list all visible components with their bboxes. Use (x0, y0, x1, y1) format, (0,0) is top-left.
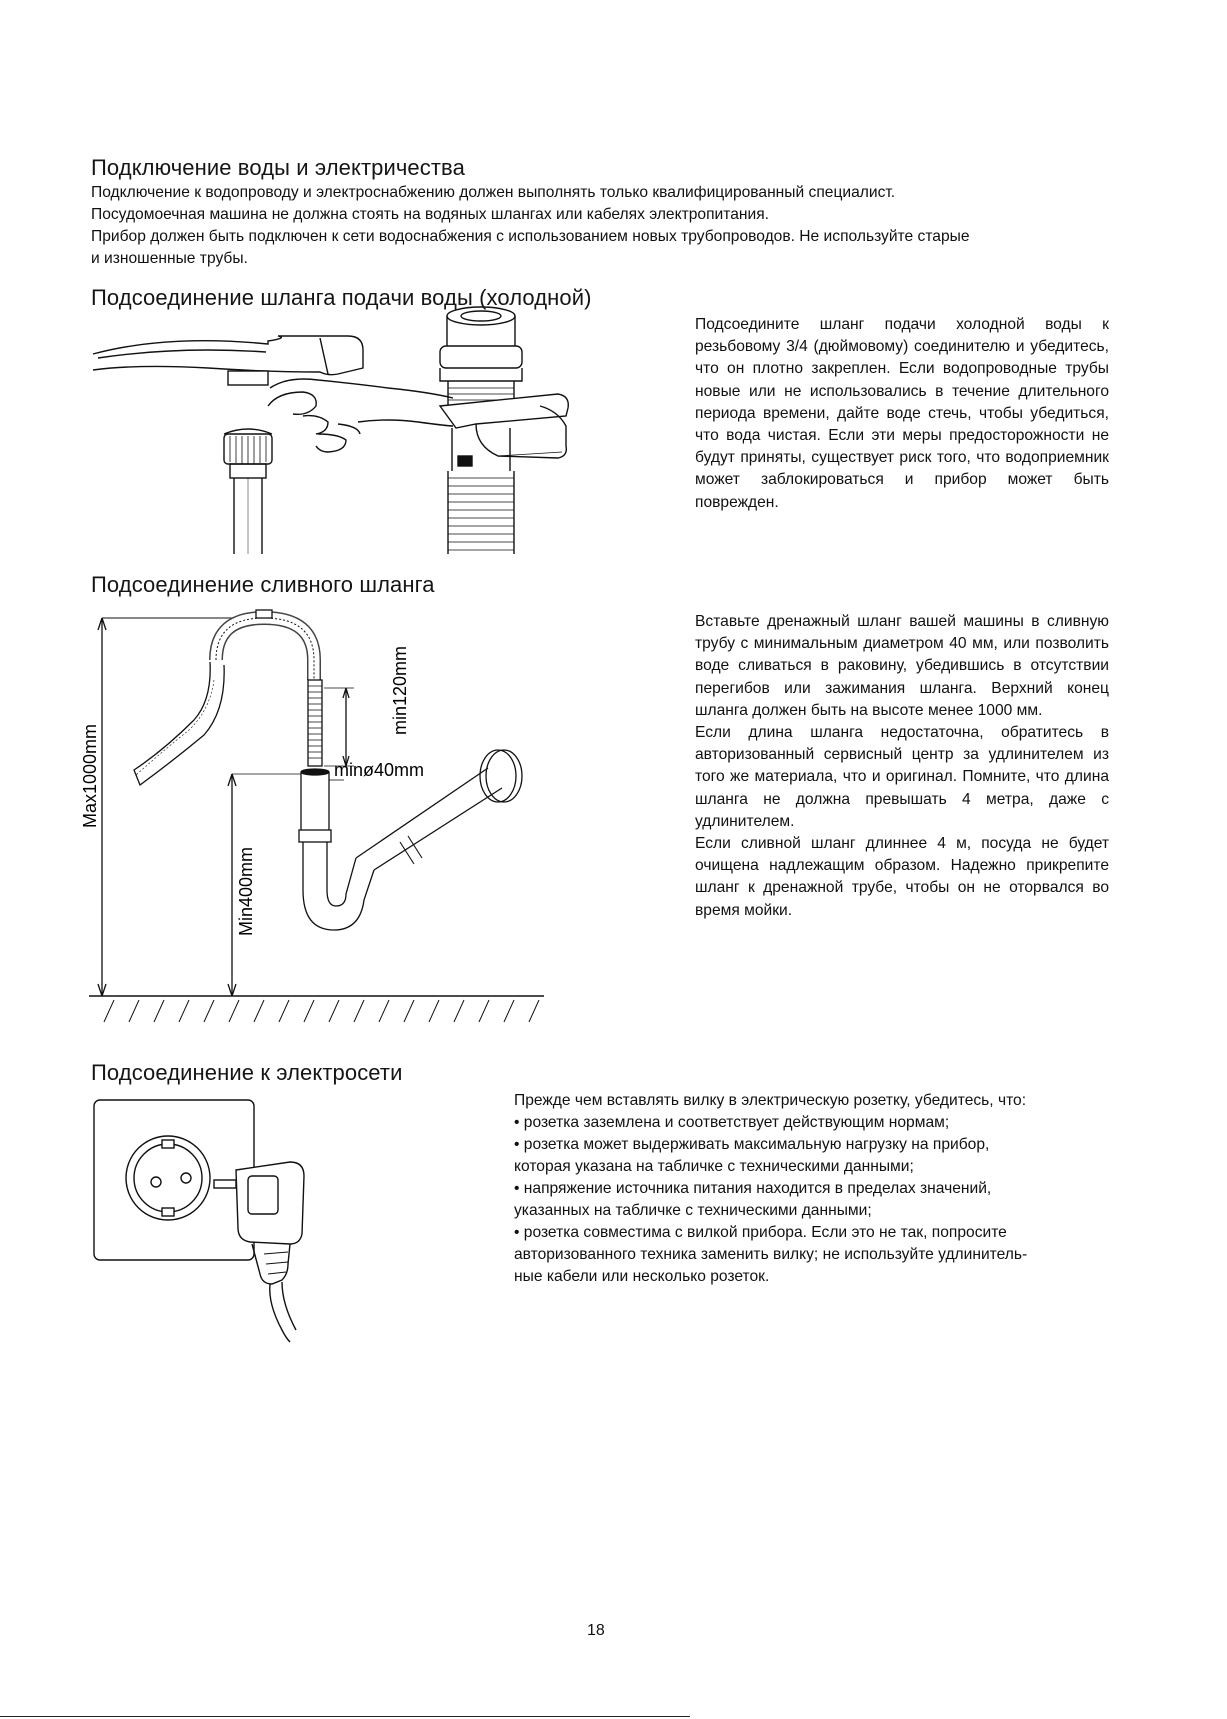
mains-line: ные кабели или несколько розеток. (514, 1268, 770, 1285)
faucet-hose-illustration (88, 306, 688, 556)
inlet-hose-paragraph: Подсоедините шланг подачи холодной воды к резьбовому 3/4 (дюймовому) соединителю и убедитесь, что он плотно закреплен. Если водопроводные трубы новые или не использовались в течение длительного периода времени, дайте воде стечь, чтобы убедиться, что вода чистая. Если эти меры предосторожности не будут приняты, существует риск того, что водоприемник может заблокироваться и прибор может быть поврежден. (695, 316, 1109, 511)
mains-line: Прежде чем вставлять вилку в электрическую розетку, убедитесь, что: (514, 1092, 1027, 1109)
mains-line: • розетка заземлена и соответствует действующим нормам; (514, 1114, 950, 1131)
inlet-hose-text (695, 314, 1109, 514)
section-title-drain-hose: Подсоединение сливного шланга (91, 572, 435, 597)
min-diameter-label: minø40mm (334, 760, 425, 780)
intro-line: Прибор должен быть подключен к сети водоснабжения с использованием новых трубопроводов. Не используйте старые (91, 228, 970, 245)
drain-hose-paragraph: Если длина шланга недостаточна, обратитесь в авторизованный сервисный центр за удлинителем из того же материала, что и оригинал. Помните, что длина шланга не должна превышать 4 метра, даже с удлинителем. (695, 724, 1109, 830)
min-rise-label: min120mm (390, 645, 410, 735)
mains-line: авторизованного техника заменить вилку; не используйте удлинитель- (514, 1246, 1028, 1263)
section-title-water-electricity: Подключение воды и электричества (91, 155, 465, 180)
drain-hose-paragraph: Если сливной шланг длиннее 4 м, посуда не будет очищена надлежащим образом. Надежно прикрепите шланг к дренажной трубе, чтобы он не оторвался во время мойки. (695, 835, 1109, 919)
drain-hose-text (695, 611, 1109, 922)
mains-line: • розетка совместима с вилкой прибора. Если это не так, попросите (514, 1224, 1007, 1241)
drain-hose-illustration (80, 610, 624, 1030)
section-title-inlet-hose: Подсоединение шланга подачи воды (холодной) (91, 285, 592, 310)
mains-line: • напряжение источника питания находится в пределах значений, (514, 1180, 992, 1197)
mains-line: которая указана на табличке с техническими данными; (514, 1158, 914, 1175)
max-height-label: Max1000mm (80, 723, 100, 828)
footer-divider (0, 1716, 690, 1717)
intro-text (91, 182, 1141, 270)
mains-line: • розетка может выдерживать максимальную нагрузку на прибор, (514, 1136, 990, 1153)
drain-hose-paragraph: Вставьте дренажный шланг вашей машины в сливную трубу с минимальным диаметром 40 мм, или позволить воде сливаться в раковину, убедившись в отсутствии перегибов или зажимания шланга. Верхний конец шланга должен быть на высоте менее 1000 мм. (695, 613, 1109, 719)
page-number: 18 (587, 1622, 605, 1639)
intro-line: Подключение к водопроводу и электроснабжению должен выполнять только квалифицированный специалист. (91, 184, 896, 201)
intro-line: Посудомоечная машина не должна стоять на водяных шлангах или кабелях электропитания. (91, 206, 769, 223)
mains-line: указанных на табличке с техническими данными; (514, 1202, 872, 1219)
section-title-mains: Подсоединение к электросети (91, 1060, 403, 1085)
socket-plug-illustration (90, 1094, 360, 1344)
mains-checklist (514, 1090, 1134, 1288)
min-pipe-height-label: Min400mm (236, 846, 256, 936)
intro-line: и изношенные трубы. (91, 250, 248, 267)
